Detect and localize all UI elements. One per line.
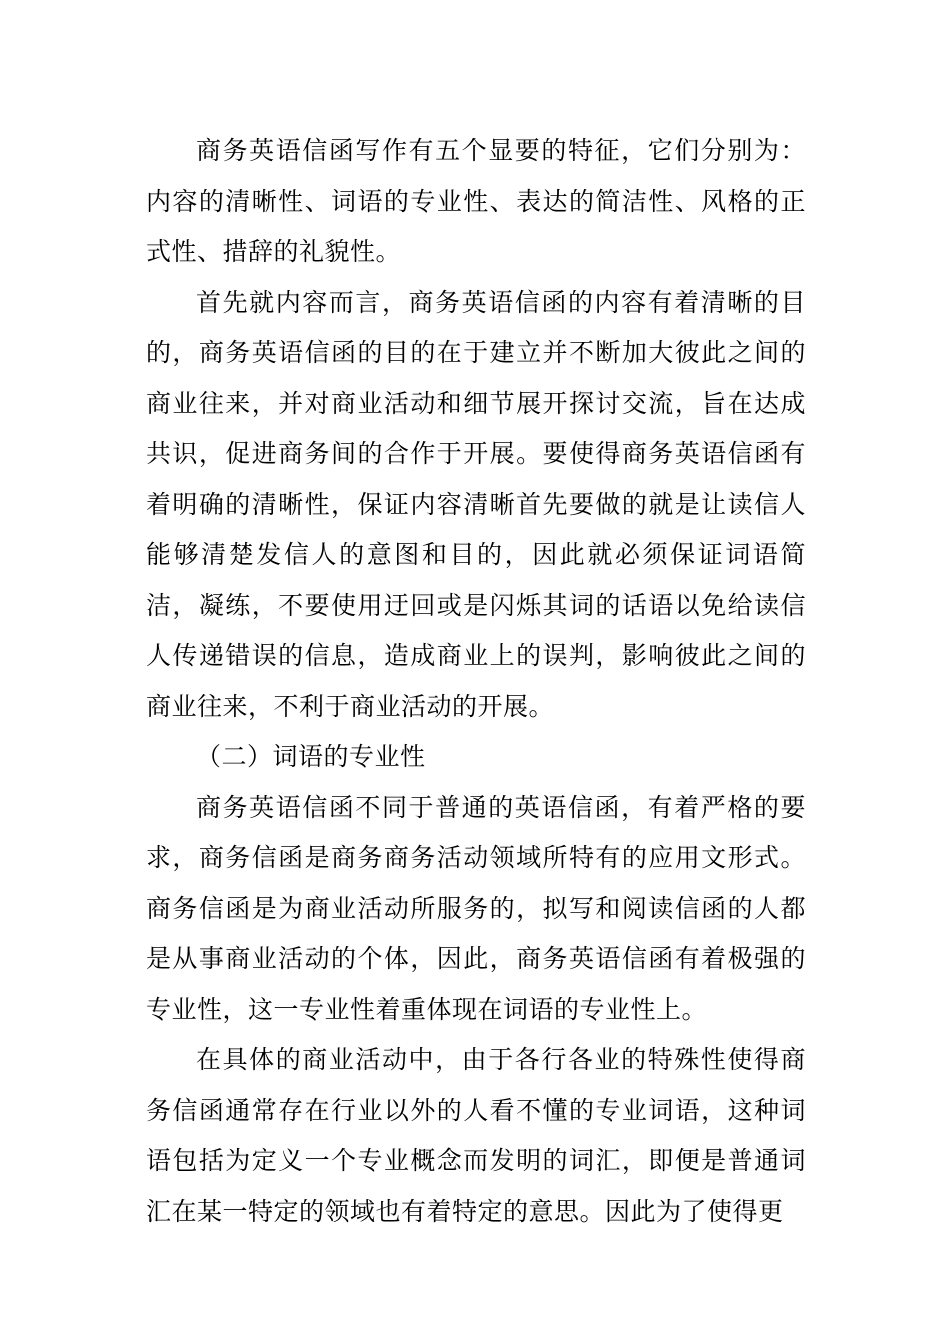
section-heading-terminology: （二）词语的专业性 [196,742,426,771]
paragraph-industry-vocabulary: 在具体的商业活动中，由于各行各业的特殊性使得商务信函通常存在行业以外的人看不懂的专业词语，这种词语包括为定义一个专业概念而发明的词汇，即便是普通词汇在某一特定的领域也有着特定的意思。因此为了使得更 [146,1045,806,1226]
paragraph-professional-terms: 商务英语信函不同于普通的英语信函，有着严格的要求，商务信函是商务商务活动领域所特有的应用文形式。商务信函是为商业活动所服务的，拟写和阅读信函的人都是从事商业活动的个体，因此，商务英语信函有着极强的专业性，这一专业性着重体现在词语的专业性上。 [146,792,806,1024]
paragraph-content-clarity: 首先就内容而言，商务英语信函的内容有着清晰的目的，商务英语信函的目的在于建立并不断加大彼此之间的商业往来，并对商业活动和细节展开探讨交流，旨在达成共识，促进商务间的合作于开展。要使得商务英语信函有着明确的清晰性，保证内容清晰首先要做的就是让读信人能够清楚发信人的意图和目的，因此就必须保证词语简洁，凝练，不要使用迂回或是闪烁其词的话语以免给读信人传递错误的信息，造成商业上的误判，影响彼此之间的商业往来，不利于商业活动的开展。 [146,287,806,721]
paragraph-features-intro: 商务英语信函写作有五个显要的特征，它们分别为：内容的清晰性、词语的专业性、表达的简洁性、风格的正式性、措辞的礼貌性。 [146,136,806,266]
document-body [146,126,806,1237]
